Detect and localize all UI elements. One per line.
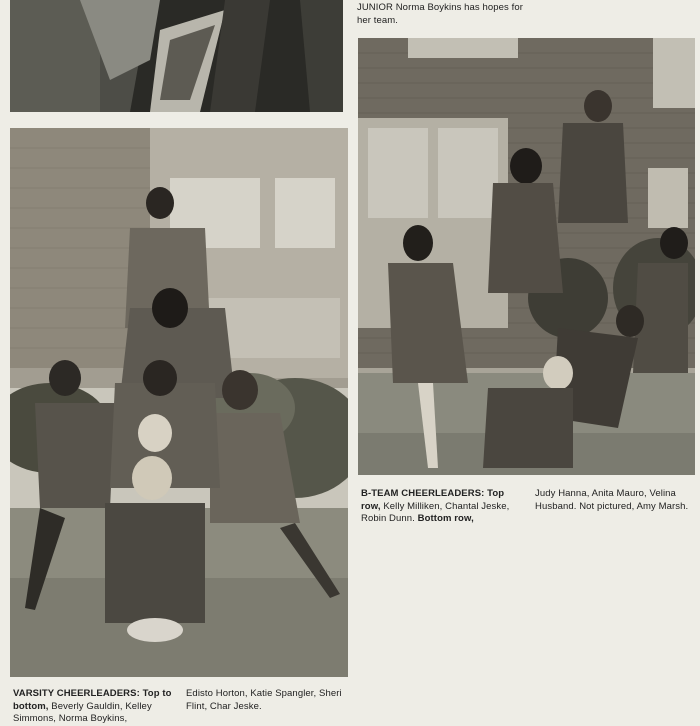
photo-bteam-pyramid (358, 38, 695, 475)
varsity-caption-label: VARSITY CHEERLEADERS: (13, 688, 140, 699)
varsity-caption-col2-names: Edisto Horton, Katie Spangler, Sheri Flint, Char Jeske. (186, 688, 342, 712)
bteam-caption-col2-text: Judy Hanna, Anita Mauro, Velina Husband. Not pictured, Amy Marsh. (535, 488, 689, 512)
varsity-caption-col1-names: Beverly Gauldin, Kelley Simmons, Norma Boykins, (13, 700, 152, 725)
junior-caption-text: Norma Boykins has hopes for her team. (357, 2, 524, 26)
junior-caption-lead: JUNIOR (357, 2, 393, 13)
bteam-caption-label: B-TEAM CHEERLEADERS: (361, 488, 485, 499)
photo-junior-cheerleader (10, 0, 343, 112)
bteam-caption-top-row: Top row, (361, 488, 505, 512)
varsity-caption-order: Top to bottom, (13, 688, 172, 712)
bteam-caption-top-names: Kelly Milliken, Chantal Jeske, Robin Dunn. (361, 500, 510, 525)
varsity-caption-col1 (13, 688, 178, 726)
bteam-caption-bottom-row: Bottom row, (417, 513, 474, 525)
junior-caption (357, 2, 537, 27)
varsity-caption-col2 (186, 688, 351, 713)
bteam-caption-col2 (535, 488, 698, 513)
photo-varsity-pyramid (10, 128, 348, 677)
bteam-caption-col1 (361, 488, 526, 526)
